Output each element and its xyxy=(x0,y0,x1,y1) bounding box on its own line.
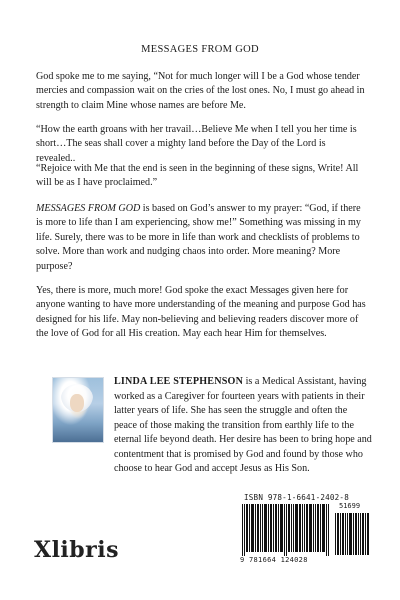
isbn-number: ISBN 978-1-6641-2402-8 xyxy=(244,493,349,502)
author-photo-face xyxy=(70,394,84,412)
message-paragraph-3: “Rejoice with Me that the end is seen in the beginning of these signs, Write! All will be as I have proclaimed.” xyxy=(36,163,359,189)
message-paragraph-1: God spoke me to me saying, “Not for much longer will I be a God whose tender mercies and compassion wait on the cries of the lost ones. No, I must go ahead in strength to claim Mine whose names are before Me. xyxy=(36,71,365,111)
author-photo xyxy=(52,377,104,443)
author-bio-text: is a Medical Assistant, having worked as a Caregiver for fourteen years with patients in their latter years of life. She has seen the struggle and often the peace of those making the transition from earthly life to the eternal life beyond death. Her desire has been to bring hope and contentment that is promised by God and found by those who choose to hear God and accept Jesus as His Son. xyxy=(114,376,372,474)
ean-barcode-bars xyxy=(242,504,332,556)
publisher-logo: Xlibris xyxy=(34,537,120,563)
price-code: 51699 xyxy=(339,502,361,510)
description-text: is based on God’s answer to my prayer: “God, if there is more to life than I am experiencing, show me!” Something was missing in my life. Surely, there was to be more in life than work and checklists of problems to solve. More than work and nudging chaos into order. More meaning? More purpose? xyxy=(36,203,361,272)
isbn-barcode xyxy=(240,493,372,569)
author-bio xyxy=(114,375,372,477)
ean-digits: 9 781664 124028 xyxy=(240,556,308,564)
book-title-heading: MESSAGES FROM GOD xyxy=(141,44,259,55)
description-book-title: MESSAGES FROM GOD xyxy=(36,203,141,214)
description-paragraph xyxy=(36,202,366,274)
closing-paragraph: Yes, there is more, much more! God spoke the exact Messages given here for anyone wanting to have more understanding of the meaning and purpose God has designed for his life. May non-believing and believing readers discover more of the love of God for all His creation. May each hear Him for themselves. xyxy=(36,285,366,340)
author-name: LINDA LEE STEPHENSON xyxy=(114,376,244,387)
message-paragraph-2: “How the earth groans with her travail…Believe Me when I tell you her time is short…The seas shall cover a mighty land before the Day of the Lord is revealed.. xyxy=(36,124,357,164)
addon-barcode-bars xyxy=(335,513,369,555)
